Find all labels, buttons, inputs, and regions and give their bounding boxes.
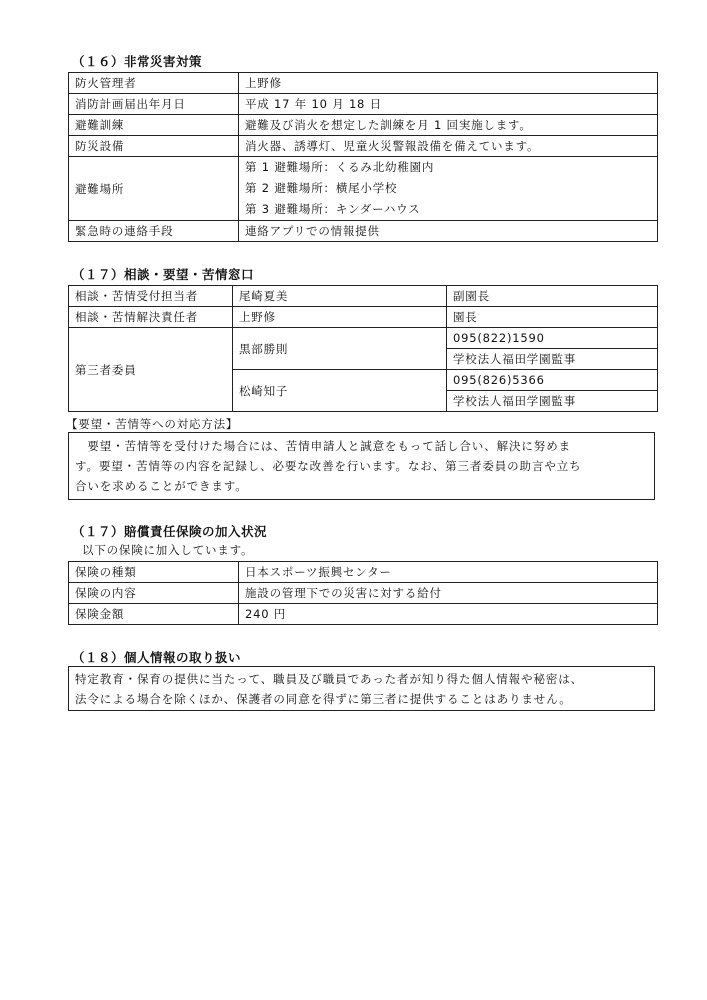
- consult-table: [68, 285, 658, 412]
- row-value: 上野修: [239, 73, 658, 94]
- member-name: 黒部勝則: [233, 328, 447, 370]
- table-row: [69, 583, 658, 604]
- table-row: [69, 604, 658, 625]
- table-row: [69, 115, 658, 136]
- method-heading: 【要望・苦情等への対応方法】: [66, 417, 239, 431]
- method-line: 合いを求めることができます。: [75, 479, 248, 493]
- row-value: 連絡アプリでの情報提供: [239, 221, 658, 242]
- evac-place: 第 2 避難場所：横尾小学校: [245, 181, 398, 195]
- privacy-box: [68, 666, 655, 711]
- row-label: 保険の内容: [69, 583, 239, 604]
- table-row: [69, 73, 658, 94]
- row-label: 避難訓練: [69, 115, 239, 136]
- section-17-insurance-title: （１７）賠償責任保険の加入状況: [72, 524, 268, 539]
- row-label: 防災設備: [69, 136, 239, 157]
- member-name: 松崎知子: [233, 370, 447, 412]
- member-phone: 095(826)5366: [447, 370, 658, 391]
- row-label: 消防計画届出年月日: [69, 94, 239, 115]
- method-line: 要望・苦情等を受付けた場合には、苦情申請人と誠意をもって話し合い、解決に努めま: [75, 439, 571, 453]
- evac-label: 避難場所: [69, 157, 239, 221]
- row-label: 保険の種類: [69, 562, 239, 583]
- row-value: 平成 17 年 10 月 18 日: [239, 94, 658, 115]
- row-label: 保険金額: [69, 604, 239, 625]
- row-label: 相談・苦情受付担当者: [69, 286, 233, 307]
- privacy-line: 法令による場合を除くほか、保護者の同意を得ずに第三者に提供することはありません。: [75, 692, 572, 706]
- row-value: 240 円: [239, 604, 658, 625]
- section-16-title: （１６）非常災害対策: [72, 54, 203, 69]
- row-value: 避難及び消火を想定した訓練を月 1 回実施します。: [239, 115, 658, 136]
- section-17-consult-title: （１７）相談・要望・苦情窓口: [72, 267, 255, 282]
- member-phone: 095(822)1590: [447, 328, 658, 349]
- person-name: 尾崎夏美: [233, 286, 447, 307]
- table-row: [69, 286, 658, 307]
- row-value: 消火器、誘導灯、児童火災警報設備を備えています。: [239, 136, 658, 157]
- table-row: [69, 94, 658, 115]
- row-label: 相談・苦情解決責任者: [69, 307, 233, 328]
- section-18-title: （１８）個人情報の取り扱い: [72, 650, 242, 665]
- table-row: [69, 307, 658, 328]
- privacy-line: 特定教育・保育の提供に当たって、職員及び職員であった者が知り得た個人情報や秘密は、: [75, 672, 584, 686]
- row-value: 日本スポーツ振興センター: [239, 562, 658, 583]
- person-role: 副園長: [447, 286, 658, 307]
- row-label: 防火管理者: [69, 73, 239, 94]
- insurance-intro: 以下の保険に加入しています。: [82, 543, 254, 557]
- disaster-table: [68, 72, 658, 242]
- row-value: 施設の管理下での災害に対する給付: [239, 583, 658, 604]
- evac-place: 第 1 避難場所：くるみ北幼稚園内: [245, 160, 435, 174]
- table-row: [69, 328, 658, 349]
- evac-places: [239, 157, 658, 221]
- method-line: す。要望・苦情等の内容を記録し、必要な改善を行います。なお、第三者委員の助言や立ち: [75, 459, 582, 473]
- insurance-table: [68, 561, 658, 625]
- table-row: [69, 221, 658, 242]
- third-party-label: 第三者委員: [69, 328, 233, 412]
- person-role: 園長: [447, 307, 658, 328]
- member-org: 学校法人福田学園監事: [447, 349, 658, 370]
- method-box: [68, 432, 655, 500]
- evac-place: 第 3 避難場所：キンダーハウス: [245, 202, 421, 216]
- row-label: 緊急時の連絡手段: [69, 221, 239, 242]
- table-row: [69, 157, 658, 221]
- member-org: 学校法人福田学園監事: [447, 391, 658, 412]
- table-row: [69, 562, 658, 583]
- person-name: 上野修: [233, 307, 447, 328]
- table-row: [69, 136, 658, 157]
